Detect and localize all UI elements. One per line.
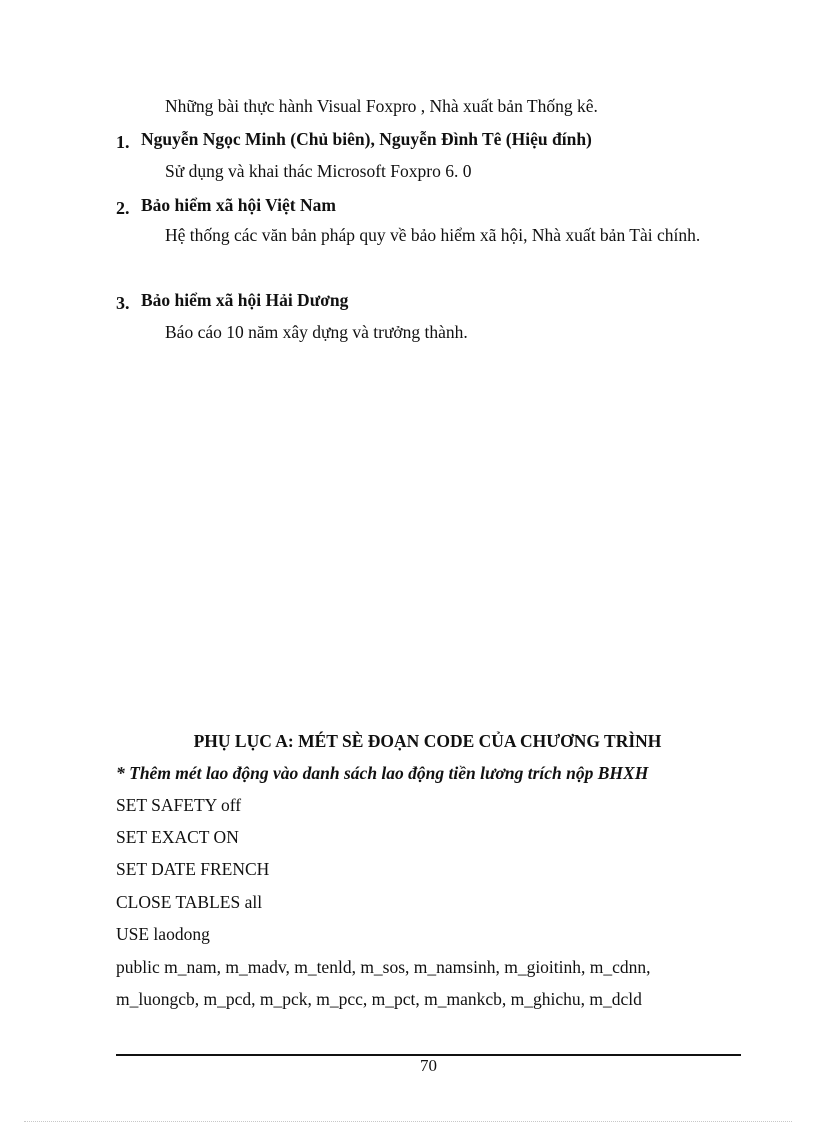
appendix-title: PHỤ LỤC A: MÉT SÈ ĐOẠN CODE CỦA CHƯƠNG TRÌNH bbox=[193, 731, 662, 751]
code-line: SET DATE FRENCH bbox=[116, 859, 270, 879]
reference-item-3 bbox=[116, 289, 348, 311]
code-line: CLOSE TABLES all bbox=[116, 892, 263, 912]
reference-item-2 bbox=[116, 194, 336, 216]
code-line: m_luongcb, m_pcd, m_pck, m_pcc, m_pct, m_mankcb, m_ghichu, m_dcld bbox=[116, 989, 642, 1009]
reference-continuation: Những bài thực hành Visual Foxpro , Nhà xuất bản Thống kê. bbox=[165, 96, 598, 116]
reference-heading: Nguyễn Ngọc Minh (Chủ biên), Nguyễn Đình Tê (Hiệu đính) bbox=[141, 129, 592, 149]
page-number: 70 bbox=[420, 1056, 437, 1075]
reference-number: 2. bbox=[116, 198, 130, 218]
reference-number: 3. bbox=[116, 293, 130, 313]
appendix-subtitle: * Thêm mét lao động vào danh sách lao động tiền lương trích nộp BHXH bbox=[116, 763, 649, 783]
reference-number: 1. bbox=[116, 132, 130, 152]
reference-heading: Bảo hiểm xã hội Hải Dương bbox=[141, 290, 349, 310]
reference-detail-1: Sử dụng và khai thác Microsoft Foxpro 6. 0 bbox=[165, 161, 472, 181]
reference-detail-2: Hệ thống các văn bản pháp quy về bảo hiểm xã hội, Nhà xuất bản Tài chính. bbox=[165, 225, 701, 245]
reference-item-1 bbox=[116, 128, 592, 150]
code-line: USE laodong bbox=[116, 924, 210, 944]
code-line: public m_nam, m_madv, m_tenld, m_sos, m_namsinh, m_gioitinh, m_cdnn, bbox=[116, 957, 651, 977]
reference-heading: Bảo hiểm xã hội Việt Nam bbox=[141, 195, 336, 215]
page-edge-divider bbox=[24, 1121, 792, 1122]
reference-detail-3: Báo cáo 10 năm xây dựng và trưởng thành. bbox=[165, 322, 468, 342]
code-line: SET SAFETY off bbox=[116, 795, 242, 815]
code-line: SET EXACT ON bbox=[116, 827, 239, 847]
